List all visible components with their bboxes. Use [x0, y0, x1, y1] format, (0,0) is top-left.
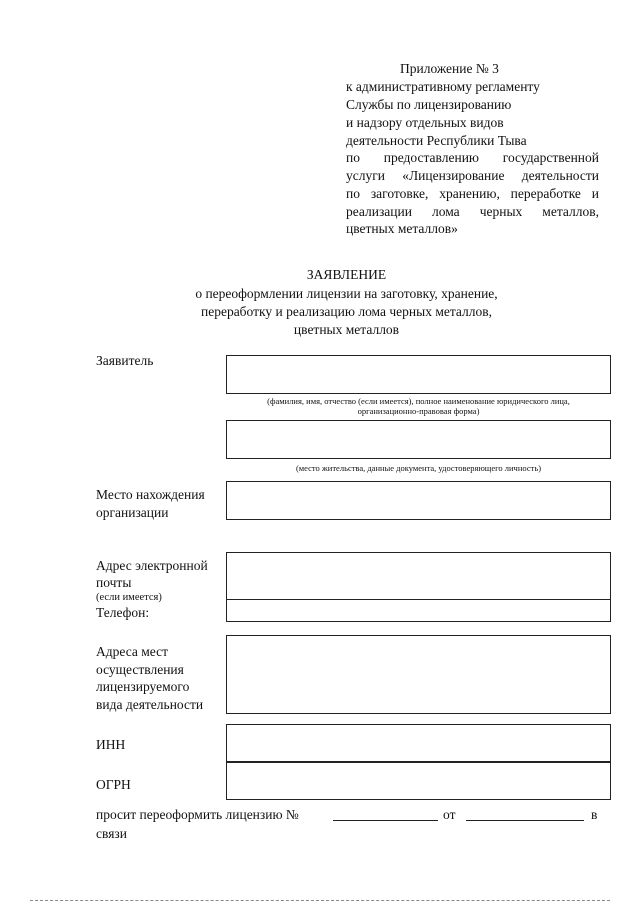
appendix-line: реализации лома черных металлов, — [346, 204, 599, 219]
document-title: ЗАЯВЛЕНИЕ — [306, 267, 387, 282]
location-field[interactable] — [226, 481, 611, 520]
phone-field[interactable] — [226, 599, 611, 622]
email-field[interactable] — [226, 552, 611, 600]
applicant-name-hint: организационно-правовая форма) — [357, 406, 480, 416]
location-label: организации — [96, 505, 169, 520]
license-number-blank[interactable] — [333, 808, 438, 821]
appendix-line: и надзору отдельных видов — [346, 115, 504, 130]
appendix-line: услуги «Лицензирование деятельности — [346, 168, 599, 183]
applicant-name-hint: (фамилия, имя, отчество (если имеется), полное наименование юридического лица, — [267, 396, 570, 406]
email-label: Адрес электронной — [96, 558, 208, 573]
phone-label: Телефон: — [96, 605, 150, 620]
page-edge-divider — [30, 900, 610, 901]
ogrn-field[interactable] — [226, 762, 611, 800]
applicant-residence-hint: (место жительства, данные документа, удостоверяющего личность) — [295, 463, 542, 473]
license-date-blank[interactable] — [466, 808, 584, 821]
document-subtitle-line: о переоформлении лицензии на заготовку, хранение, — [195, 286, 498, 301]
appendix-line: по заготовке, хранению, переработке и — [346, 186, 599, 201]
inn-label: ИНН — [96, 737, 126, 752]
request-reason-text: связи — [96, 826, 127, 841]
appendix-line: деятельности Республики Тыва — [346, 133, 527, 148]
email-optional-note: (если имеется) — [96, 592, 162, 603]
request-in-text: в — [591, 807, 598, 822]
appendix-line: по предоставлению государственной — [346, 150, 599, 165]
activity-address-label: осуществления — [96, 662, 184, 677]
activity-address-label: вида деятельности — [96, 697, 204, 712]
appendix-line: Службы по лицензированию — [346, 97, 512, 112]
activity-address-field[interactable] — [226, 635, 611, 714]
applicant-label: Заявитель — [96, 353, 154, 368]
activity-address-label: Адреса мест — [96, 644, 168, 659]
document-subtitle-line: переработку и реализацию лома черных металлов, — [200, 304, 493, 319]
applicant-residence-field[interactable] — [226, 420, 611, 459]
location-label: Место нахождения — [96, 487, 205, 502]
appendix-number: Приложение № 3 — [400, 61, 499, 76]
request-text: просит переоформить лицензию № — [96, 807, 299, 822]
request-from-text: от — [443, 807, 456, 822]
activity-address-label: лицензируемого — [96, 679, 190, 694]
inn-field[interactable] — [226, 724, 611, 762]
appendix-line: к административному регламенту — [346, 79, 540, 94]
email-label: почты — [96, 575, 132, 590]
applicant-name-field[interactable] — [226, 355, 611, 394]
document-subtitle-line: цветных металлов — [293, 322, 400, 337]
appendix-line: цветных металлов» — [346, 221, 458, 236]
ogrn-label: ОГРН — [96, 777, 131, 792]
